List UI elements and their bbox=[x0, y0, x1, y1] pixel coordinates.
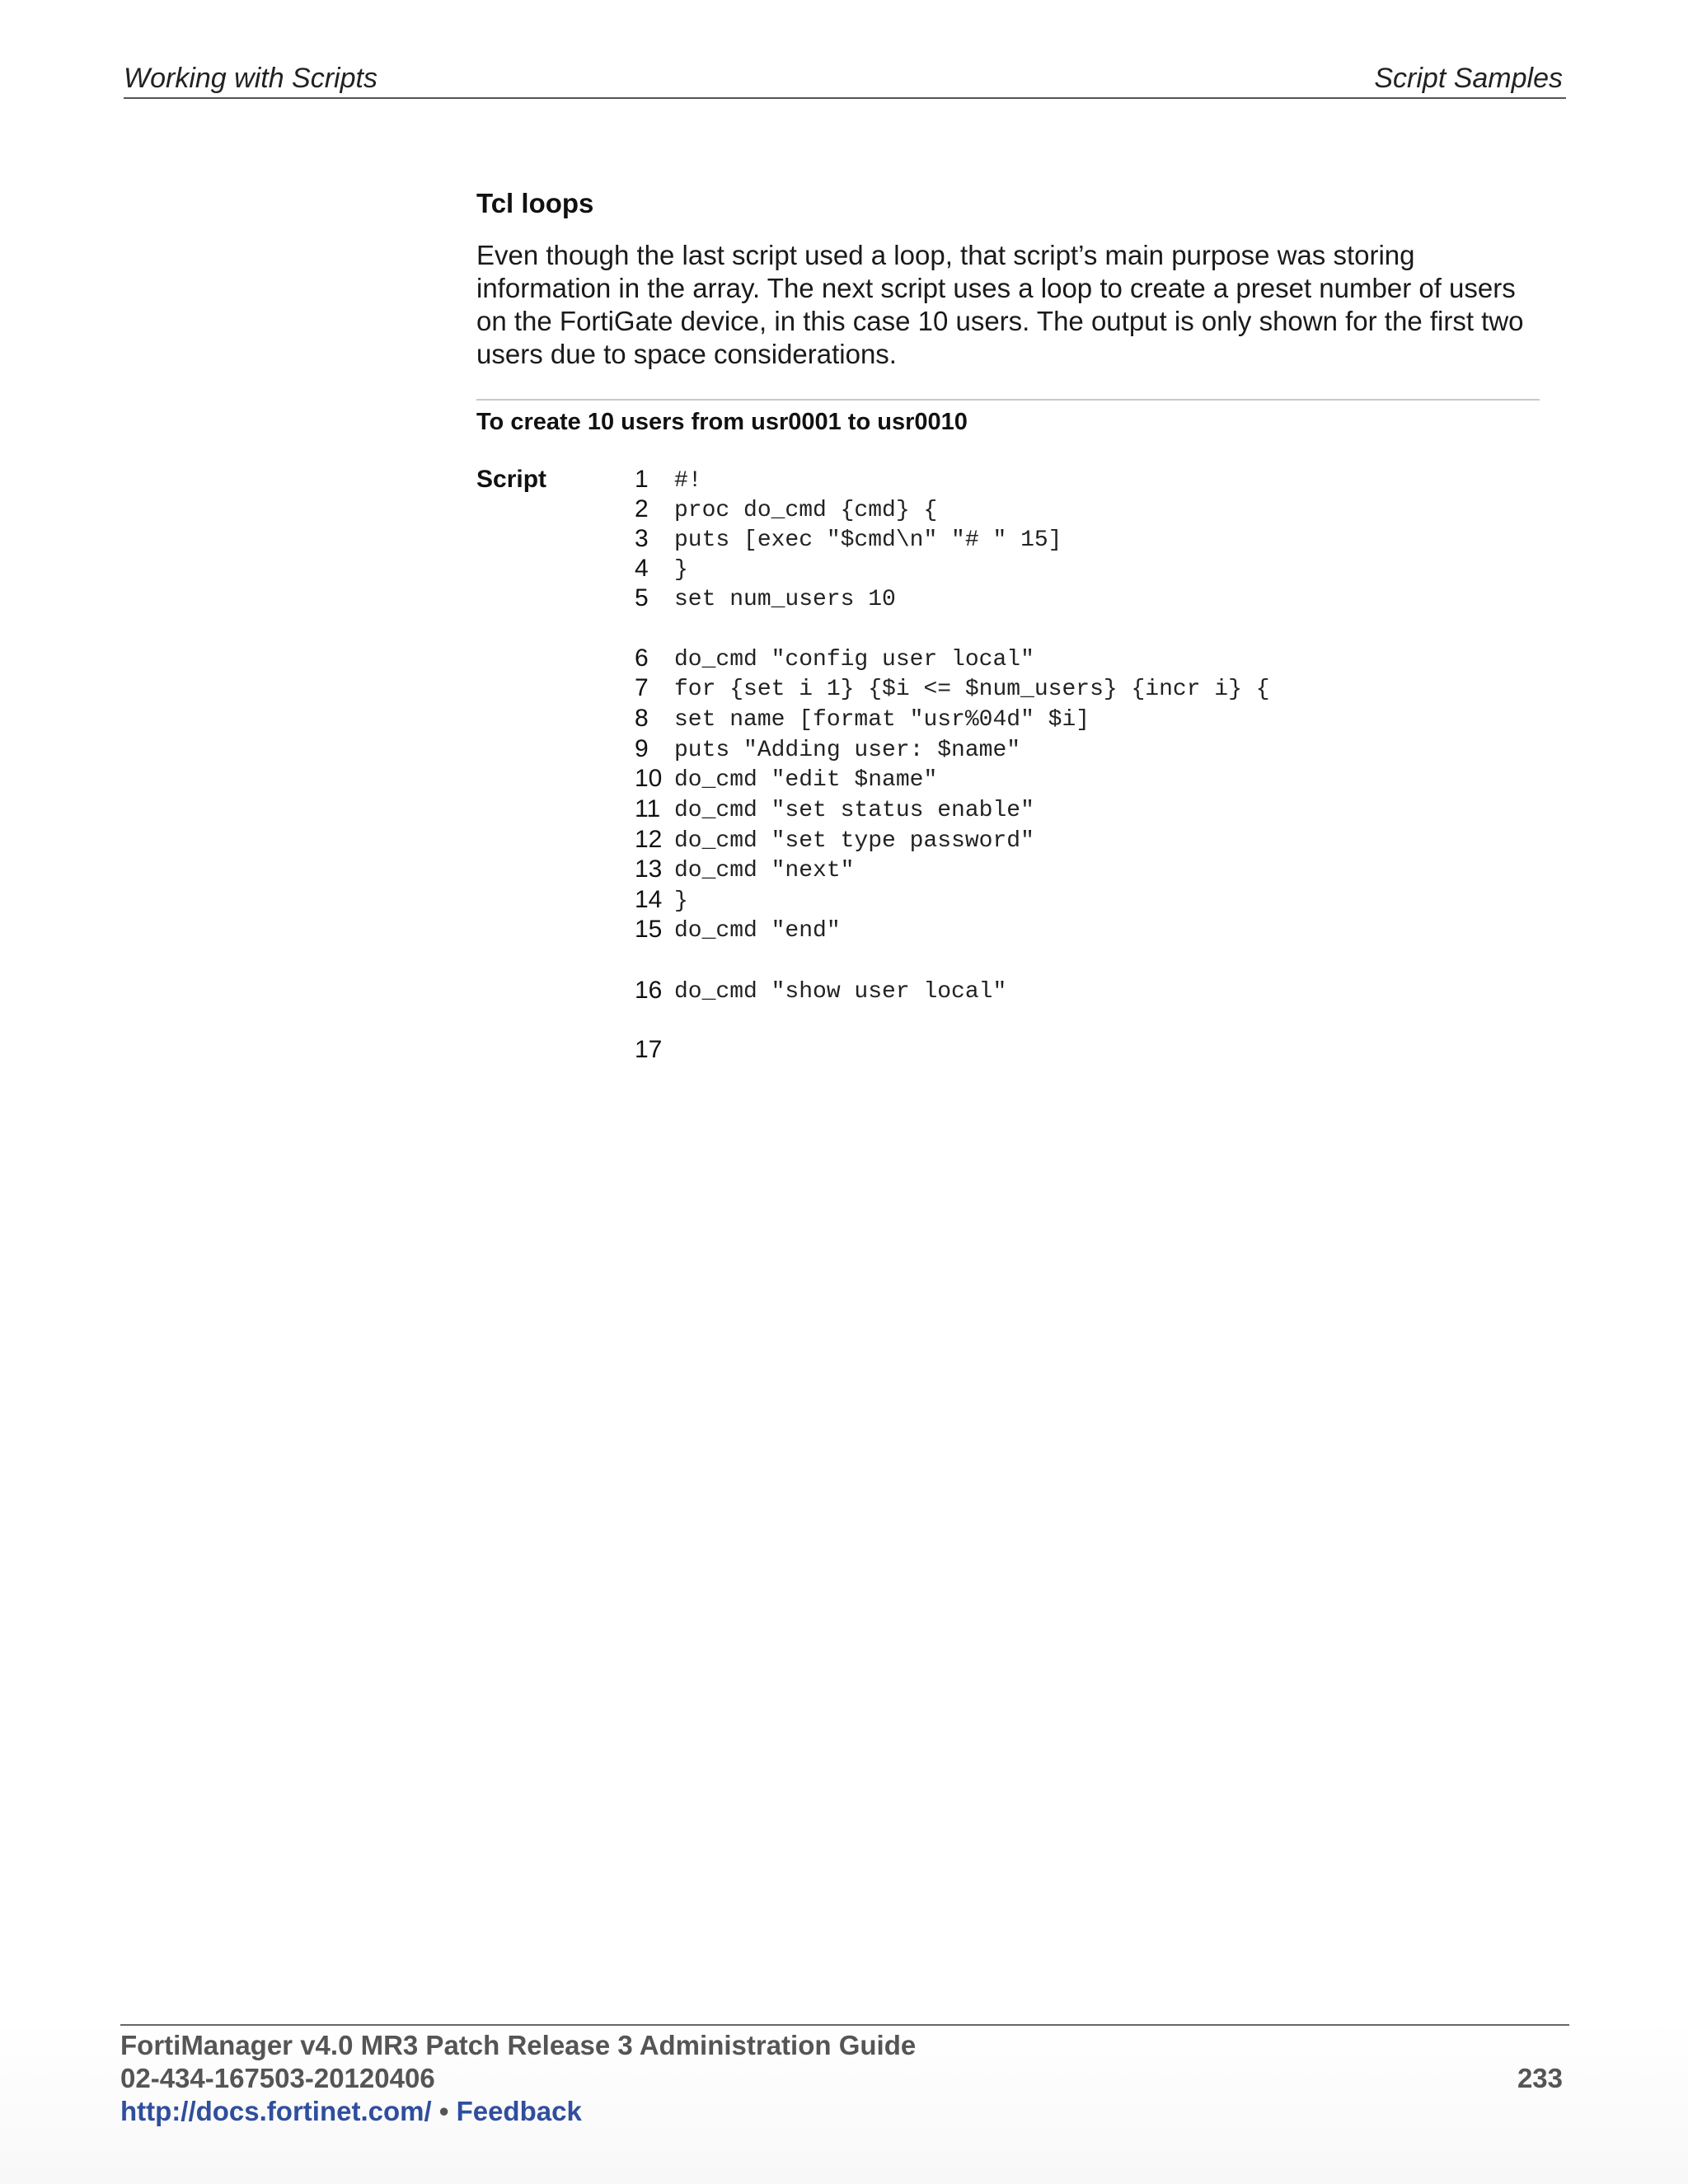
code-text: do_cmd "config user local" bbox=[674, 647, 1034, 673]
feedback-link[interactable]: Feedback bbox=[456, 2096, 582, 2126]
code-text: do_cmd "show user local" bbox=[674, 979, 1007, 1005]
footer-doc-id: 02-434-167503-20120406 bbox=[120, 2063, 435, 2093]
footer-separator: • bbox=[438, 2096, 457, 2126]
code-text: puts [exec "$cmd\n" "# " 15] bbox=[674, 527, 1062, 553]
script-label: Script bbox=[476, 466, 547, 493]
line-number: 1 bbox=[635, 466, 649, 493]
code-text: proc do_cmd {cmd} { bbox=[674, 498, 938, 523]
line-number: 13 bbox=[635, 855, 663, 883]
line-number: 9 bbox=[635, 735, 649, 762]
code-text: puts "Adding user: $name" bbox=[674, 738, 1021, 763]
code-text: do_cmd "end" bbox=[674, 918, 841, 944]
running-header bbox=[124, 59, 1566, 99]
footer-doc-id-row bbox=[120, 2062, 1569, 2095]
header-section-title: Script Samples bbox=[1374, 63, 1563, 94]
line-number: 7 bbox=[635, 674, 649, 701]
line-number: 5 bbox=[635, 584, 649, 612]
code-text: do_cmd "next" bbox=[674, 858, 855, 883]
line-number: 3 bbox=[635, 525, 649, 552]
line-number: 8 bbox=[635, 705, 649, 732]
line-number: 6 bbox=[635, 644, 649, 672]
line-number: 10 bbox=[635, 765, 663, 792]
line-number: 12 bbox=[635, 826, 663, 853]
code-text: } bbox=[674, 888, 688, 914]
running-footer bbox=[120, 2024, 1569, 2128]
main-content bbox=[476, 188, 1540, 1092]
line-number: 15 bbox=[635, 916, 663, 943]
line-number: 16 bbox=[635, 977, 663, 1004]
code-text: } bbox=[674, 557, 688, 583]
code-text: do_cmd "set type password" bbox=[674, 828, 1034, 854]
code-text: do_cmd "set status enable" bbox=[674, 798, 1034, 823]
footer-guide-title: FortiManager v4.0 MR3 Patch Release 3 Administration Guide bbox=[120, 2030, 917, 2060]
code-text: set name [format "usr%04d" $i] bbox=[674, 707, 1090, 733]
code-text: set num_users 10 bbox=[674, 587, 896, 612]
procedure-title: To create 10 users from usr0001 to usr0010 bbox=[476, 409, 968, 435]
docs-link[interactable]: http://docs.fortinet.com/ bbox=[120, 2096, 432, 2126]
code-text: for {set i 1} {$i <= $num_users} {incr i} { bbox=[674, 677, 1270, 702]
script-block bbox=[476, 466, 1540, 1092]
line-number: 11 bbox=[635, 795, 661, 823]
line-number: 17 bbox=[635, 1036, 663, 1063]
code-text: #! bbox=[674, 468, 702, 494]
line-number: 14 bbox=[635, 886, 663, 913]
line-number: 4 bbox=[635, 555, 649, 582]
procedure-divider bbox=[476, 399, 1540, 401]
footer-links-row bbox=[120, 2095, 1569, 2128]
line-number: 2 bbox=[635, 495, 649, 523]
header-chapter-title: Working with Scripts bbox=[124, 63, 377, 94]
section-title: Tcl loops bbox=[476, 188, 594, 218]
section-paragraph: Even though the last script used a loop, that script’s main purpose was storing information in the array. The next script uses a loop to create a preset number of users on the FortiGate device, in this case 10 users. The output is only shown for the first two users due to space considerations. bbox=[476, 240, 1524, 369]
code-text: do_cmd "edit $name" bbox=[674, 767, 938, 793]
page-number: 233 bbox=[1517, 2063, 1563, 2093]
